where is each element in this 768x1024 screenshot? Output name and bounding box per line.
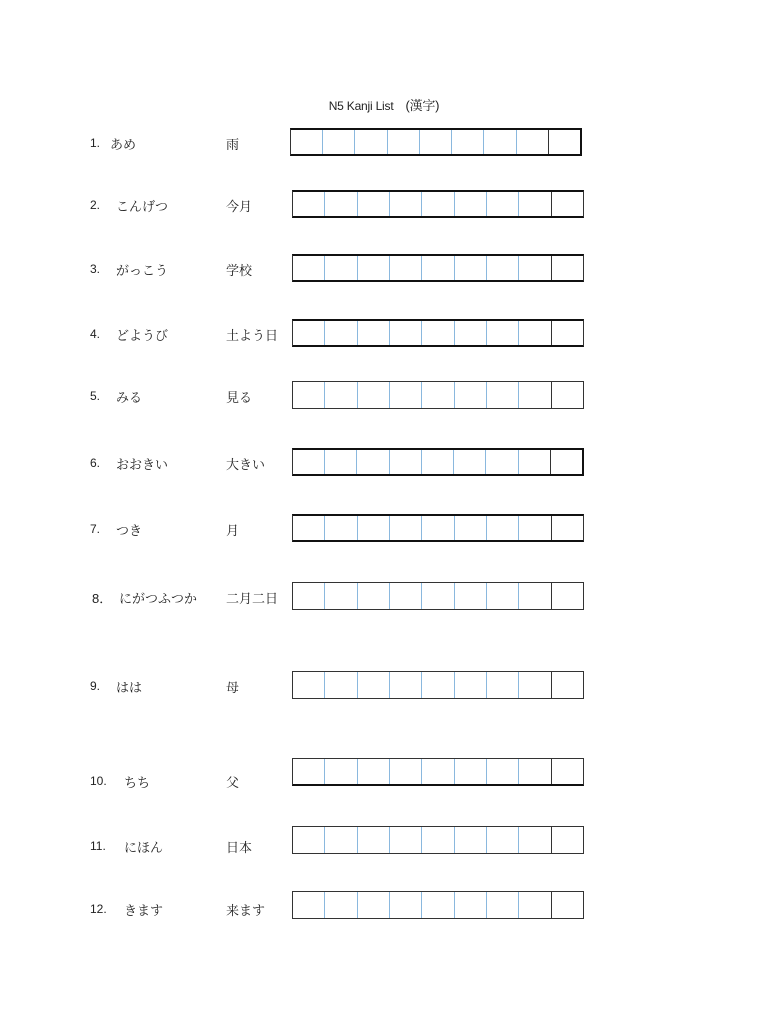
item-kanji: 二月二日 (226, 592, 279, 607)
grid-cell[interactable] (454, 827, 486, 853)
item-number: 12. (90, 902, 107, 916)
item-kanji: 来ます (226, 904, 266, 919)
grid-cell[interactable] (324, 450, 356, 474)
grid-cell[interactable] (551, 321, 583, 345)
grid-cell[interactable] (387, 130, 419, 154)
list-item (0, 381, 768, 411)
grid-cell[interactable] (293, 450, 324, 474)
grid-cell[interactable] (518, 583, 550, 609)
grid-cell[interactable] (291, 130, 322, 154)
item-reading: にほん (124, 841, 164, 856)
grid-cell[interactable] (354, 130, 386, 154)
grid-cell[interactable] (357, 516, 389, 540)
grid-cell[interactable] (421, 583, 453, 609)
writing-grid[interactable] (292, 582, 584, 610)
item-number: 7. (90, 522, 101, 536)
writing-grid[interactable] (292, 381, 584, 409)
grid-cell[interactable] (518, 382, 550, 408)
title-kanji: (漢字) (405, 98, 440, 113)
grid-cell[interactable] (551, 583, 583, 609)
grid-cell[interactable] (454, 672, 486, 698)
writing-grid[interactable] (292, 254, 584, 282)
item-kanji: 学校 (226, 264, 253, 279)
grid-cell[interactable] (357, 892, 389, 918)
grid-cell[interactable] (324, 672, 356, 698)
grid-cell[interactable] (389, 827, 421, 853)
item-reading: にがつふつか (119, 592, 198, 607)
grid-cell[interactable] (421, 382, 453, 408)
grid-cell[interactable] (357, 583, 389, 609)
grid-cell[interactable] (551, 892, 583, 918)
grid-cell[interactable] (293, 827, 324, 853)
grid-cell[interactable] (293, 321, 324, 345)
grid-cell[interactable] (551, 759, 583, 784)
grid-cell[interactable] (551, 256, 583, 280)
item-reading: はは (116, 681, 143, 696)
list-item (0, 891, 768, 921)
grid-cell[interactable] (486, 759, 518, 784)
writing-grid[interactable] (292, 826, 584, 854)
writing-grid[interactable] (292, 758, 584, 786)
grid-cell[interactable] (324, 516, 356, 540)
writing-grid[interactable] (292, 448, 584, 476)
item-kanji: 父 (226, 776, 240, 791)
item-number: 8． (92, 591, 113, 606)
list-item (0, 128, 768, 158)
item-number: 6. (90, 456, 101, 470)
item-reading: みる (116, 391, 143, 406)
list-item (0, 671, 768, 701)
writing-grid[interactable] (292, 891, 584, 919)
list-item (0, 254, 768, 284)
grid-cell[interactable] (486, 382, 518, 408)
grid-cell[interactable] (322, 130, 354, 154)
grid-cell[interactable] (293, 192, 324, 216)
item-reading: きます (124, 904, 164, 919)
grid-cell[interactable] (389, 672, 421, 698)
title-text: N5 Kanji List (328, 99, 394, 113)
grid-cell[interactable] (389, 450, 421, 474)
grid-cell[interactable] (485, 450, 517, 474)
writing-grid[interactable] (292, 319, 584, 347)
grid-cell[interactable] (389, 516, 421, 540)
item-kanji: 土よう日 (226, 329, 279, 344)
item-kanji: 大きい (226, 458, 266, 473)
grid-cell[interactable] (451, 130, 483, 154)
grid-cell[interactable] (453, 450, 485, 474)
item-number: 11. (90, 839, 106, 853)
grid-cell[interactable] (324, 321, 356, 345)
grid-cell[interactable] (357, 192, 389, 216)
grid-cell[interactable] (389, 892, 421, 918)
grid-cell[interactable] (293, 583, 324, 609)
item-reading: がっこう (116, 264, 169, 279)
grid-cell[interactable] (324, 759, 356, 784)
grid-cell[interactable] (324, 192, 356, 216)
grid-cell[interactable] (551, 192, 583, 216)
grid-cell[interactable] (357, 672, 389, 698)
grid-cell[interactable] (454, 583, 486, 609)
grid-cell[interactable] (483, 130, 515, 154)
grid-cell[interactable] (357, 827, 389, 853)
list-item (0, 582, 768, 612)
grid-cell[interactable] (421, 450, 453, 474)
grid-cell[interactable] (486, 256, 518, 280)
grid-cell[interactable] (293, 382, 324, 408)
grid-cell[interactable] (550, 450, 582, 474)
grid-cell[interactable] (518, 759, 550, 784)
grid-cell[interactable] (454, 759, 486, 784)
grid-cell[interactable] (454, 516, 486, 540)
grid-cell[interactable] (454, 192, 486, 216)
list-item (0, 448, 768, 478)
item-kanji: 母 (226, 681, 240, 696)
grid-cell[interactable] (518, 256, 550, 280)
grid-cell[interactable] (518, 892, 550, 918)
grid-cell[interactable] (551, 516, 583, 540)
item-number: 3. (90, 262, 101, 276)
grid-cell[interactable] (293, 759, 324, 784)
grid-cell[interactable] (548, 130, 580, 154)
grid-cell[interactable] (389, 192, 421, 216)
grid-cell[interactable] (421, 321, 453, 345)
list-item (0, 190, 768, 220)
grid-cell[interactable] (454, 321, 486, 345)
grid-cell[interactable] (518, 672, 550, 698)
grid-cell[interactable] (518, 321, 550, 345)
grid-cell[interactable] (389, 759, 421, 784)
grid-cell[interactable] (324, 892, 356, 918)
grid-cell[interactable] (454, 382, 486, 408)
item-number: 2. (90, 198, 101, 212)
item-reading: あめ (110, 138, 137, 153)
grid-cell[interactable] (419, 130, 451, 154)
grid-cell[interactable] (516, 130, 548, 154)
item-kanji: 今月 (226, 200, 253, 215)
grid-cell[interactable] (421, 759, 453, 784)
writing-grid[interactable] (290, 128, 582, 156)
grid-cell[interactable] (389, 256, 421, 280)
item-kanji: 日本 (226, 841, 253, 856)
page-title (0, 95, 768, 114)
grid-cell[interactable] (486, 516, 518, 540)
list-item (0, 826, 768, 856)
grid-cell[interactable] (454, 256, 486, 280)
item-kanji: 見る (226, 391, 253, 406)
grid-cell[interactable] (518, 450, 550, 474)
grid-cell[interactable] (551, 382, 583, 408)
grid-cell[interactable] (551, 827, 583, 853)
grid-cell[interactable] (421, 827, 453, 853)
grid-cell[interactable] (356, 450, 388, 474)
grid-cell[interactable] (389, 382, 421, 408)
item-reading: どようび (116, 329, 169, 344)
item-kanji: 雨 (226, 138, 240, 153)
grid-cell[interactable] (293, 516, 324, 540)
item-number: 4. (90, 327, 101, 341)
grid-cell[interactable] (486, 892, 518, 918)
grid-cell[interactable] (486, 192, 518, 216)
list-item (0, 514, 768, 544)
grid-cell[interactable] (454, 892, 486, 918)
item-number: 5. (90, 389, 101, 403)
list-item (0, 758, 768, 791)
grid-cell[interactable] (421, 892, 453, 918)
grid-cell[interactable] (324, 382, 356, 408)
item-number: 1. (90, 136, 101, 150)
grid-cell[interactable] (357, 382, 389, 408)
item-kanji: 月 (226, 524, 240, 539)
item-reading: ちち (124, 776, 151, 791)
writing-grid[interactable] (292, 514, 584, 542)
grid-cell[interactable] (486, 827, 518, 853)
grid-cell[interactable] (324, 256, 356, 280)
grid-cell[interactable] (518, 827, 550, 853)
grid-cell[interactable] (293, 892, 324, 918)
grid-cell[interactable] (518, 516, 550, 540)
grid-cell[interactable] (293, 672, 324, 698)
grid-cell[interactable] (421, 516, 453, 540)
item-number: 9. (90, 679, 101, 693)
item-reading: つき (116, 524, 143, 539)
grid-cell[interactable] (389, 583, 421, 609)
grid-cell[interactable] (486, 321, 518, 345)
grid-cell[interactable] (324, 583, 356, 609)
grid-cell[interactable] (551, 672, 583, 698)
grid-cell[interactable] (518, 192, 550, 216)
writing-grid[interactable] (292, 190, 584, 218)
grid-cell[interactable] (389, 321, 421, 345)
grid-cell[interactable] (324, 827, 356, 853)
grid-cell[interactable] (357, 256, 389, 280)
writing-grid[interactable] (292, 671, 584, 699)
grid-cell[interactable] (293, 256, 324, 280)
grid-cell[interactable] (486, 672, 518, 698)
grid-cell[interactable] (357, 321, 389, 345)
grid-cell[interactable] (421, 672, 453, 698)
grid-cell[interactable] (357, 759, 389, 784)
list-item (0, 319, 768, 349)
item-reading: おおきい (116, 458, 169, 473)
grid-cell[interactable] (486, 583, 518, 609)
grid-cell[interactable] (421, 192, 453, 216)
grid-cell[interactable] (421, 256, 453, 280)
item-number: 10. (90, 774, 107, 788)
item-reading: こんげつ (116, 200, 169, 215)
